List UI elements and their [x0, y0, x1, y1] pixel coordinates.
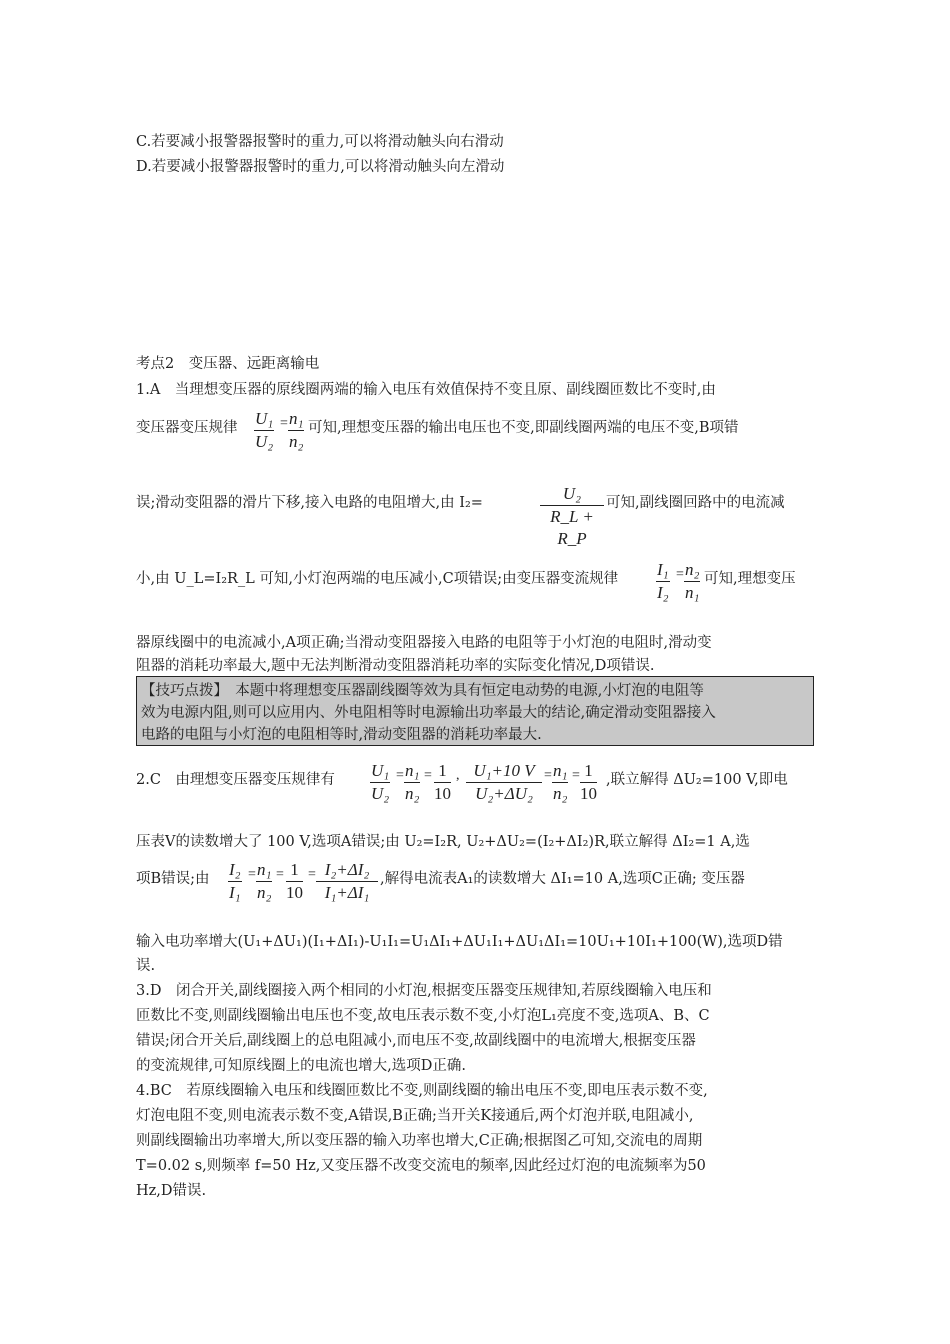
- tip-line2: 效为电源内阻,则可以应用内、外电阻相等时电源输出功率最大的结论,确定滑动变阻器接入: [141, 705, 716, 721]
- fraction-i2-i1: $\frac{\text{I₂}}{\text{I₁}}$: [229, 860, 241, 902]
- q2-line3-b: ,解得电流表A₁的读数增大 ΔI₁=10 A,选项C正确; 变压器: [380, 871, 745, 887]
- q3-line1: 3.D 闭合开关,副线圈接入两个相同的小灯泡,根据变压器变压规律知,若原线圈输入电压和: [136, 983, 712, 999]
- fraction-1-10: $\frac{1}{10}$: [286, 860, 303, 902]
- fraction-u2-rl-rp: $\frac{\text{U₂}}{R\_L + R\_P}$: [540, 483, 604, 550]
- q2-line4: 输入电功率增大(U₁+ΔU₁)(I₁+ΔI₁)-U₁I₁=U₁ΔI₁+ΔU₁I₁+ΔU₁ΔI₁=10U₁+10I₁+100(W),选项D错: [136, 934, 783, 950]
- q1-line5: 器原线圈中的电流减小,A项正确;当滑动变阻器接入电路的电阻等于小灯泡的电阻时,滑动变: [136, 635, 712, 651]
- q2-line1-a: 2.C 由理想变压器变压规律有: [136, 772, 335, 788]
- q2-line3-a: 项B错误;由: [136, 871, 210, 887]
- q4-line2: 灯泡电阻不变,则电流表示数不变,A错误,B正确;当开关K接通后,两个灯泡并联,电阻减小,: [136, 1108, 694, 1124]
- equals-sign: =: [308, 867, 316, 882]
- section-heading: 考点2 变压器、远距离输电: [136, 356, 320, 372]
- q4-line1: 4.BC 若原线圈输入电压和线圈匝数比不变,则副线圈的输出电压不变,即电压表示数不变,: [136, 1083, 708, 1099]
- q2-line5: 误.: [136, 958, 156, 974]
- q3-line3: 错误;闭合开关后,副线圈上的总电阻减小,而电压不变,故副线圈中的电流增大,根据变压器: [136, 1033, 696, 1049]
- q1-line4-a: 小,由 U_L=I₂R_L 可知,小灯泡两端的电压减小,C项错误;由变压器变流规律: [136, 571, 619, 587]
- equals-sign: =: [676, 567, 684, 582]
- fraction-n1-n2: $\frac{\text{n₁}}{\text{n₂}}$: [553, 761, 568, 803]
- q1-line1: 1.A 当理想变压器的原线圈两端的输入电压有效值保持不变且原、副线圈匝数比不变时,由: [136, 382, 716, 398]
- equals-sign: =: [276, 867, 284, 882]
- fraction-i1-i2: $\frac{\text{I₁}}{\text{I₂}}$: [657, 560, 669, 602]
- q2-line2: 压表V的读数增大了 100 V,选项A错误;由 U₂=I₂R, U₂+ΔU₂=(I₂+ΔI₂)R,联立解得 ΔI₂=1 A,选: [136, 834, 750, 850]
- fraction-n1-n2: $\frac{\text{n₁}}{\text{n₂}}$: [405, 761, 420, 803]
- comma: ,: [456, 768, 460, 783]
- fraction-u1-u2: $\frac{\text{U₁}}{\text{U₂}}$: [371, 761, 390, 803]
- q1-line3-b: 可知,副线圈回路中的电流减: [606, 495, 785, 511]
- equals-sign: =: [544, 768, 552, 783]
- fraction-n2-n1: $\frac{\text{n₂}}{\text{n₁}}$: [685, 560, 700, 602]
- q1-line6: 阻器的消耗功率最大,题中无法判断滑动变阻器消耗功率的实际变化情况,D项错误.: [136, 658, 655, 674]
- q1-line2-a: 变压器变压规律: [136, 420, 238, 436]
- q4-line3: 则副线圈输出功率增大,所以变压器的输入功率也增大,C正确;根据图乙可知,交流电的周期: [136, 1133, 703, 1149]
- q4-line5: Hz,D错误.: [136, 1183, 207, 1199]
- fraction-n1-n2: $\frac{\text{n₁}}{\text{n₂}}$: [289, 409, 304, 451]
- tip-line3: 电路的电阻与小灯泡的电阻相等时,滑动变阻器的消耗功率最大.: [141, 727, 542, 743]
- tip-line1: 【技巧点拨】 本题中将理想变压器副线圈等效为具有恒定电动势的电源,小灯泡的电阻等: [141, 683, 704, 699]
- fraction-u1-u2: $\frac{\text{U₁}}{\text{U₂}}$: [255, 409, 274, 451]
- q3-line4: 的变流规律,可知原线圈上的电流也增大,选项D正确.: [136, 1058, 466, 1074]
- q3-line2: 匝数比不变,则副线圈输出电压也不变,故电压表示数不变,小灯泡L₁亮度不变,选项A、B、C: [136, 1008, 710, 1024]
- q4-line4: T=0.02 s,则频率 f=50 Hz,又变压器不改变交流电的频率,因此经过灯泡的电流频率为50: [136, 1158, 706, 1174]
- option-c: C.若要减小报警器报警时的重力,可以将滑动触头向右滑动: [136, 134, 504, 150]
- equals-sign: =: [424, 768, 432, 783]
- option-d: D.若要减小报警器报警时的重力,可以将滑动触头向左滑动: [136, 159, 505, 175]
- q2-line1-b: ,联立解得 ΔU₂=100 V,即电: [606, 772, 788, 788]
- tip-box: [136, 676, 814, 746]
- equals-sign: =: [248, 867, 256, 882]
- q1-line3-a: 误;滑动变阻器的滑片下移,接入电路的电阻增大,由 I₂=: [136, 495, 483, 511]
- fraction-1-10: $\frac{1}{10}$: [580, 761, 597, 803]
- fraction-u1-10v: $\frac{\text{U₁+10 V}}{\text{U₂+ΔU₂}}$: [466, 760, 542, 805]
- fraction-n1-n2: $\frac{\text{n₁}}{\text{n₂}}$: [257, 860, 272, 902]
- equals-sign: =: [280, 416, 288, 431]
- fraction-i2-di2: $\frac{\text{I₂+ΔI₂}}{\text{I₁+ΔI₁}}$: [316, 859, 378, 904]
- q1-line4-b: 可知,理想变压: [704, 571, 796, 587]
- q1-line2-b: 可知,理想变压器的输出电压也不变,即副线圈两端的电压不变,B项错: [308, 420, 739, 436]
- equals-sign: =: [396, 768, 404, 783]
- fraction-1-10: $\frac{1}{10}$: [434, 761, 451, 803]
- equals-sign: =: [572, 768, 580, 783]
